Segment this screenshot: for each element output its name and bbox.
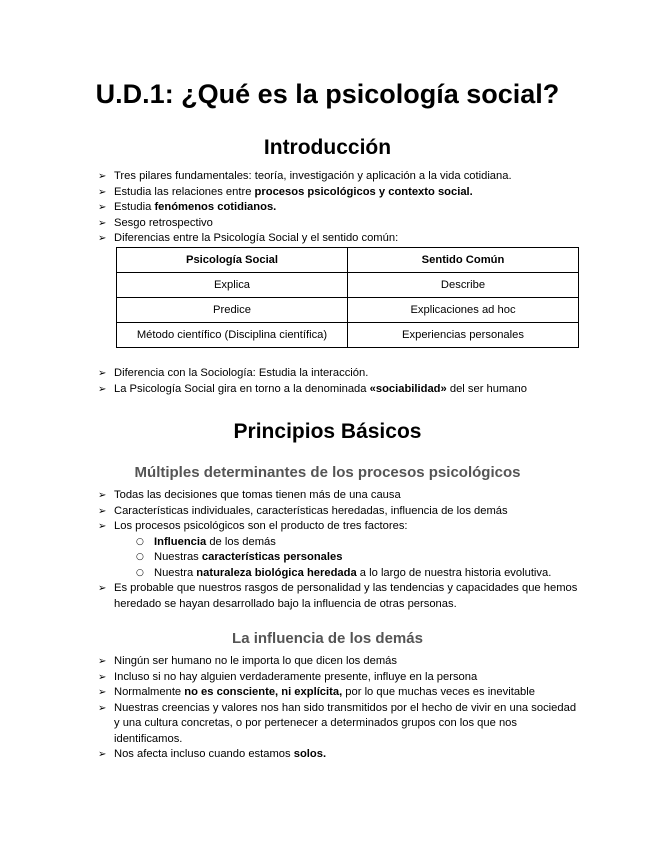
list-item: ➢ Diferencia con la Sociología: Estudia la interacción.: [98, 366, 578, 382]
factors-sublist: [114, 535, 578, 582]
list-item: ➢ Todas las decisiones que tomas tienen más de una causa: [98, 488, 578, 504]
table-cell: Explica: [117, 273, 348, 298]
intro-bullet-list-after: [98, 366, 578, 397]
list-item: ➢ Nuestras creencias y valores nos han sido transmitidos por el hecho de vivir en una sociedad y una cultura concretas, o por pertenecer a determinados grupos con los que nos identificamos.: [98, 701, 578, 748]
list-item: ➢ Incluso si no hay alguien verdaderamente presente, influye en la persona: [98, 670, 578, 686]
list-item: ➢ Ningún ser humano no le importa lo que dicen los demás: [98, 654, 578, 670]
table-cell: Explicaciones ad hoc: [348, 298, 579, 323]
table-cell: Método científico (Disciplina científica): [117, 323, 348, 348]
list-item: ➢ Es probable que nuestros rasgos de personalidad y las tendencias y capacidades que hemos heredado se hayan desarrollado bajo la influencia de otras personas.: [98, 581, 578, 612]
list-item: ○ Nuestra naturaleza biológica heredada a lo largo de nuestra historia evolutiva.: [114, 566, 578, 582]
determinantes-subheading: Múltiples determinantes de los procesos psicológicos: [134, 464, 521, 481]
list-item: ➢ Nos afecta incluso cuando estamos solos.: [98, 747, 578, 763]
list-item: ➢ La Psicología Social gira en torno a la denominada «sociabilidad» del ser humano: [98, 382, 578, 398]
table-row: [117, 323, 579, 348]
table-cell: Predice: [117, 298, 348, 323]
intro-bullet-list: [98, 169, 578, 247]
table-header-row: [117, 248, 579, 273]
list-item: ➢ Normalmente no es consciente, ni explícita, por lo que muchas veces es inevitable: [98, 685, 578, 701]
list-item: ➢ Estudia fenómenos cotidianos.: [98, 200, 578, 216]
list-item: ➢ Sesgo retrospectivo: [98, 216, 578, 232]
table-header-cell: Psicología Social: [117, 248, 348, 273]
list-item: ○ Influencia de los demás: [114, 535, 578, 551]
list-item: ➢ Estudia las relaciones entre procesos psicológicos y contexto social.: [98, 185, 578, 201]
list-item: ➢ Diferencias entre la Psicología Social y el sentido común:: [98, 231, 578, 247]
table-header-cell: Sentido Común: [348, 248, 579, 273]
intro-heading: Introducción: [263, 136, 392, 159]
determinantes-bullet-list: [98, 488, 578, 612]
list-item: ○ Nuestras características personales: [114, 550, 578, 566]
principios-heading: Principios Básicos: [233, 420, 422, 443]
table-cell: Experiencias personales: [348, 323, 579, 348]
influencia-bullet-list: [98, 654, 578, 763]
table-row: [117, 298, 579, 323]
comparison-table: [116, 247, 579, 348]
influencia-subheading: La influencia de los demás: [232, 630, 423, 647]
list-item: ➢ Tres pilares fundamentales: teoría, investigación y aplicación a la vida cotidiana.: [98, 169, 578, 185]
list-item: ➢ Características individuales, características heredadas, influencia de los demás: [98, 504, 578, 520]
document-title: U.D.1: ¿Qué es la psicología social?: [95, 79, 560, 109]
table-cell: Describe: [348, 273, 579, 298]
list-item: ➢ Los procesos psicológicos son el producto de tres factores: ○ Influencia de los demás ○ Nuestras características personales ○ Nuestra naturaleza biológica heredada a lo largo de nuestra historia evolutiva.: [98, 519, 578, 581]
table-row: [117, 273, 579, 298]
